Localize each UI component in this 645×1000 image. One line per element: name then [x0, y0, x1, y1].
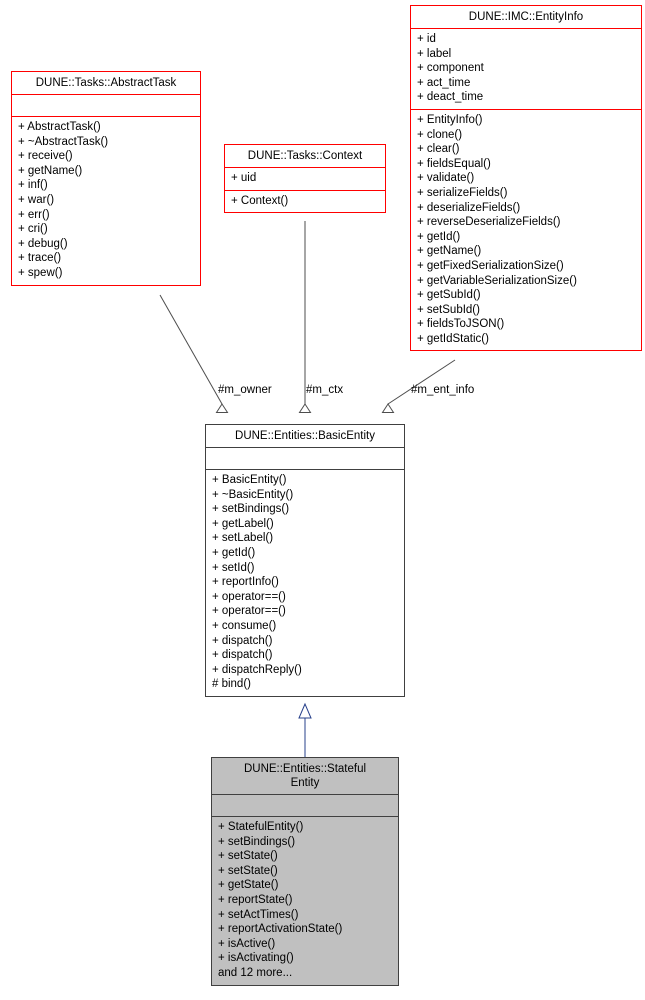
method-row: + EntityInfo(): [417, 113, 483, 126]
method-row: + fieldsToJSON(): [417, 318, 505, 331]
class-methods-context: [225, 191, 385, 213]
attribute-row: + id: [417, 33, 436, 45]
class-attributes-abstracttask: [12, 95, 200, 116]
class-attributes-entityinfo: [411, 29, 641, 109]
method-row: + setState(): [218, 864, 278, 877]
method-row: + StatefulEntity(): [218, 821, 304, 833]
method-row: + trace(): [18, 252, 62, 265]
aggregation-diamond-m-ent-info: [383, 404, 394, 413]
method-row: + dispatchReply(): [212, 663, 302, 676]
class-methods-basicentity: [206, 470, 404, 696]
method-row: + ~BasicEntity(): [212, 488, 294, 501]
method-row: + reverseDeserializeFields(): [417, 216, 561, 229]
method-row: + setLabel(): [212, 532, 274, 545]
class-node-statefulentity[interactable]: [211, 757, 399, 986]
empty-compartment: [218, 798, 392, 812]
edge-abstracttask-basicentity: [160, 295, 222, 404]
empty-compartment: [212, 451, 398, 465]
method-row: + setSubId(): [417, 303, 480, 316]
edge-entityinfo-basicentity: [388, 360, 455, 404]
method-row: + setState(): [218, 850, 278, 863]
method-row: + getFixedSerializationSize(): [417, 259, 564, 272]
method-row: + getId(): [417, 230, 461, 243]
class-node-entityinfo[interactable]: [410, 5, 642, 351]
method-row: + spew(): [18, 266, 63, 279]
method-row: + getId(): [212, 546, 256, 559]
method-row: + debug(): [18, 237, 68, 250]
empty-compartment: [18, 98, 194, 112]
class-methods-abstracttask: [12, 117, 200, 285]
class-methods-entityinfo: [411, 110, 641, 351]
edge-label-m-ctx: #m_ctx: [306, 384, 344, 396]
method-row: + reportActivationState(): [218, 923, 343, 936]
method-row: + ~AbstractTask(): [18, 135, 109, 148]
method-row: + setBindings(): [218, 835, 296, 848]
method-row: + Context(): [231, 194, 289, 207]
method-row: + isActive(): [218, 937, 276, 950]
method-row: + getState(): [218, 879, 279, 892]
method-row: + setId(): [212, 561, 255, 574]
method-row: + dispatch(): [212, 634, 273, 647]
method-row: + reportState(): [218, 893, 293, 906]
method-row: + consume(): [212, 619, 277, 632]
method-row: + receive(): [18, 150, 73, 163]
method-row: + BasicEntity(): [212, 474, 287, 486]
class-node-context[interactable]: [224, 144, 386, 213]
method-row: # bind(): [212, 678, 251, 691]
edge-label-m-ent-info: #m_ent_info: [411, 384, 475, 396]
class-attributes-basicentity: [206, 448, 404, 469]
class-title-abstracttask: DUNE::Tasks::AbstractTask: [35, 77, 177, 89]
method-row: + err(): [18, 208, 50, 221]
attribute-row: + component: [417, 62, 484, 75]
method-row: + fieldsEqual(): [417, 157, 491, 170]
class-attributes-context: [225, 168, 385, 190]
class-title-line2: Entity: [290, 777, 320, 789]
method-row: + getIdStatic(): [417, 332, 489, 345]
method-row: + getVariableSerializationSize(): [417, 274, 577, 287]
class-title-entityinfo: DUNE::IMC::EntityInfo: [468, 11, 584, 23]
method-row: + setActTimes(): [218, 908, 299, 921]
method-row: + reportInfo(): [212, 576, 279, 589]
edge-label-m-owner: #m_owner: [218, 384, 272, 396]
class-node-basicentity[interactable]: [205, 424, 405, 697]
method-row: + operator==(): [212, 605, 286, 618]
class-attributes-statefulentity: [212, 795, 398, 816]
method-row: + getName(): [18, 164, 83, 177]
class-title-statefulentity: [212, 758, 398, 794]
method-row: + isActivating(): [218, 952, 294, 965]
method-row: + cri(): [18, 223, 48, 236]
class-title-context: DUNE::Tasks::Context: [247, 150, 363, 162]
method-row: + clear(): [417, 143, 460, 156]
method-row: + operator==(): [212, 590, 286, 603]
method-row: + serializeFields(): [417, 186, 508, 199]
class-methods-statefulentity: [212, 817, 398, 985]
method-row: + AbstractTask(): [18, 121, 101, 133]
method-row: + inf(): [18, 179, 48, 192]
attribute-row: + deact_time: [417, 91, 484, 104]
method-row: + getLabel(): [212, 517, 274, 530]
method-row: + clone(): [417, 128, 463, 141]
method-row: + validate(): [417, 172, 475, 185]
method-row: and 12 more...: [218, 966, 293, 979]
method-row: + getSubId(): [417, 289, 481, 302]
aggregation-diamond-m-ctx: [300, 404, 311, 413]
class-title-line1: DUNE::Entities::Stateful: [243, 763, 367, 775]
class-node-abstracttask[interactable]: [11, 71, 201, 286]
attribute-row: + label: [417, 47, 452, 60]
class-title-basicentity: DUNE::Entities::BasicEntity: [235, 430, 375, 442]
inheritance-arrow: [299, 704, 311, 718]
attribute-row: + uid: [231, 172, 257, 184]
method-row: + getName(): [417, 245, 482, 258]
method-row: + setBindings(): [212, 503, 290, 516]
method-row: + dispatch(): [212, 649, 273, 662]
aggregation-diamond-m-owner: [217, 404, 228, 413]
method-row: + war(): [18, 193, 55, 206]
method-row: + deserializeFields(): [417, 201, 521, 214]
attribute-row: + act_time: [417, 76, 471, 89]
